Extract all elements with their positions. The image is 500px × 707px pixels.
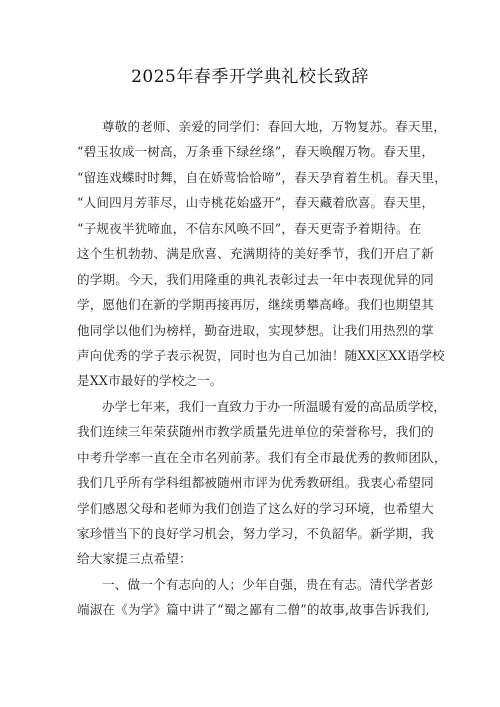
text-line: 声向优秀的学子表示祝贺，同时也为自己加油！随XX区XX语学校 [77,347,445,363]
text-line: 这个生机勃勃、满是欣喜、充满期待的美好季节，我们开启了新 [77,246,434,262]
text-line: 学们感恩父母和老师为我们创造了这么好的学习环境，也希望大 [77,500,434,516]
text-line: 办学七年来，我们一直致力于办一所温暖有爱的高品质学校， [102,398,447,414]
text-line: 端淑在《为学》篇中讲了“蜀之鄙有二僧”的故事,故事告诉我们, [77,602,430,618]
text-line: 尊敬的老师、亲爱的同学们：春回大地，万物复苏。春天里， [102,119,447,134]
document-body [77,114,448,623]
text-line: 我们几乎所有学科组都被随州市评为优秀教研组。我衷心希望同 [77,475,434,491]
text-line: “人间四月芳菲尽，山寺桃花始盛开”，春天藏着欣喜。春天里， [77,195,435,211]
text-line: 家珍惜当下的良好学习机会，努力学习，不负韶华。新学期，我 [77,526,434,541]
document-title: 2025年春季开学典礼校长致辞 [131,67,369,87]
text-line: 的学期。今天，我们用隆重的典礼表彰过去一年中表现优异的同 [77,271,434,287]
text-line: 给大家提三点希望： [77,551,192,567]
text-line: 一、做一个有志向的人；少年自强，贵在有志。清代学者彭 [102,576,434,592]
text-line: 他同学以他们为榜样，勤奋进取，实现梦想。让我们用热烈的掌 [77,322,434,338]
text-line: “留连戏蝶时时舞，自在娇莺恰恰啼”，春天孕育着生机。春天里， [77,169,448,185]
text-line: “子规夜半犹啼血，不信东风唤不回”，春天更寄予着期待。在 [77,220,422,236]
text-line: 中考升学率一直在全市名列前茅。我们有全市最优秀的教师团队， [77,449,447,465]
text-line: 学，愿他们在新的学期再接再厉，继续勇攀高峰。我们也期望其 [77,297,434,313]
text-line: 是XX市最好的学校之一。 [77,373,223,389]
text-line: “碧玉妆成一树高，万条垂下绿丝绦”，春天唤醒万物。春天里， [77,144,435,160]
text-line: 我们连续三年荣获随州市教学质量先进单位的荣誉称号，我们的 [77,424,434,440]
